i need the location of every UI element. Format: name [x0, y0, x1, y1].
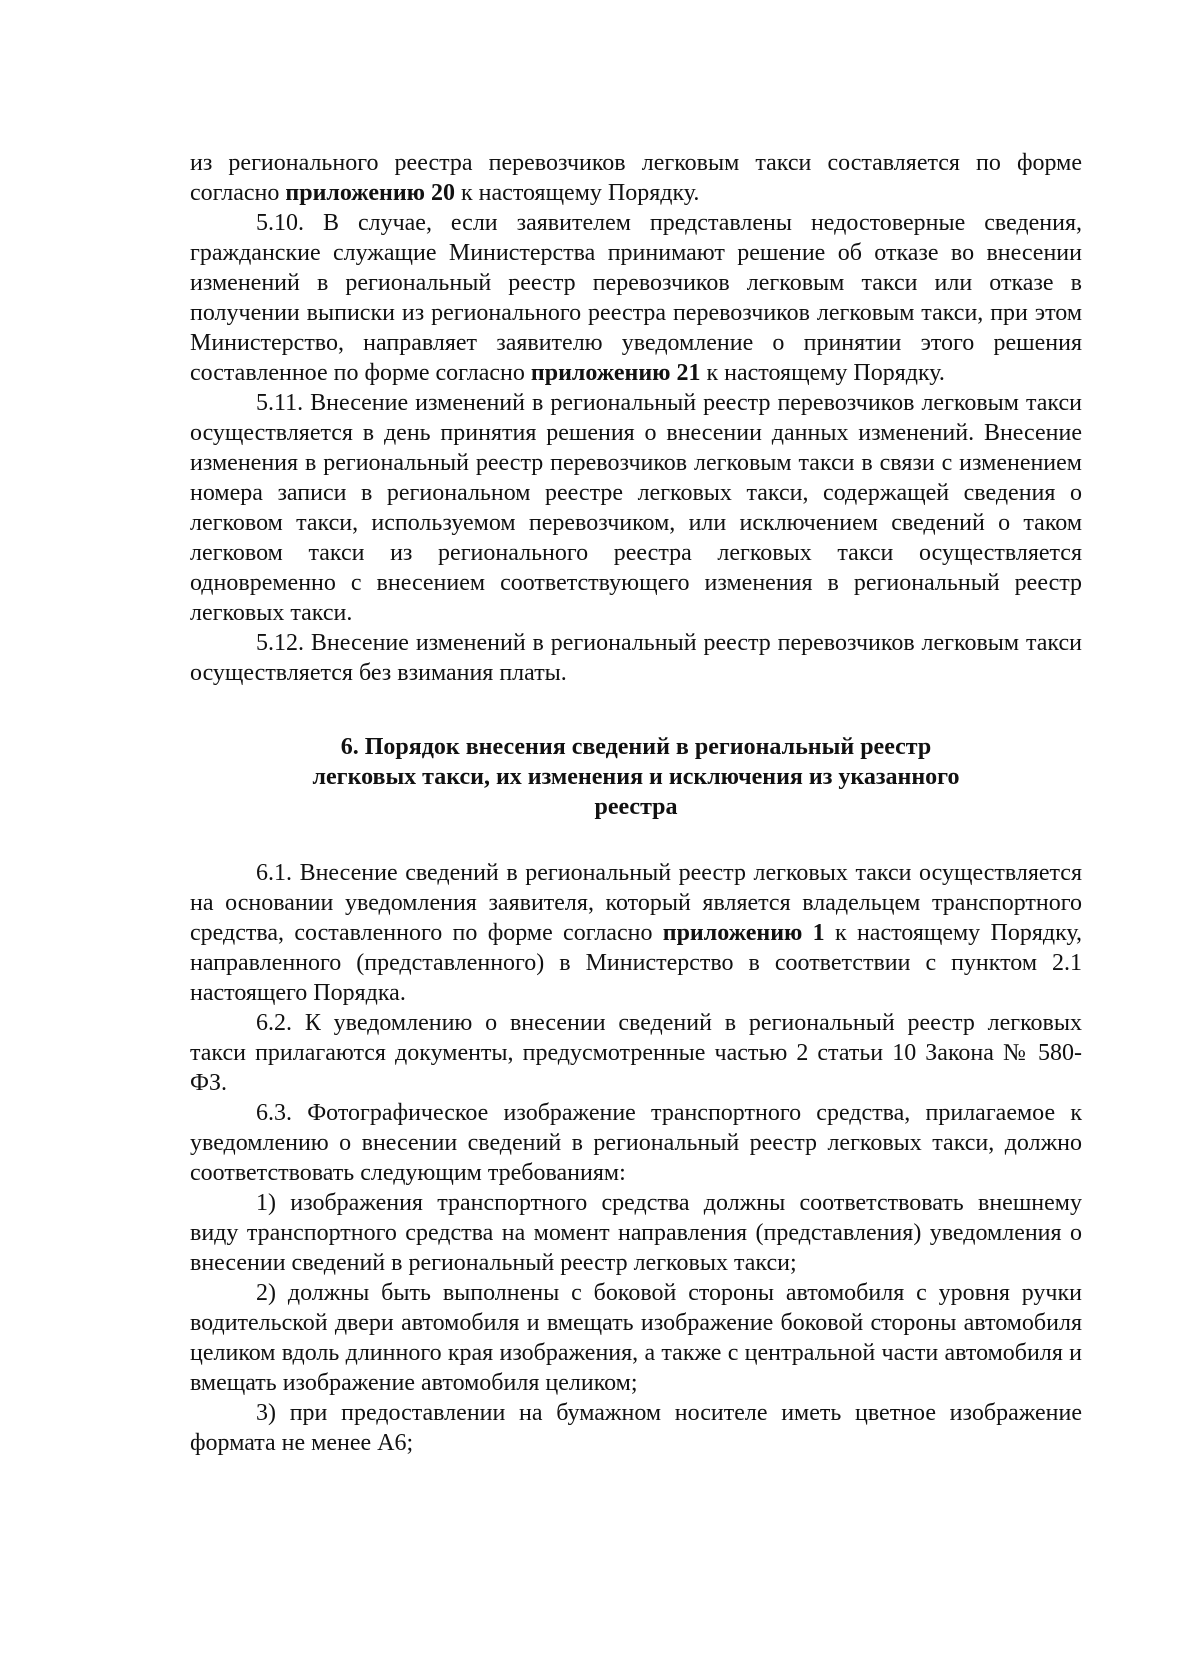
paragraph-5-11: 5.11. Внесение изменений в региональный реестр перевозчиков легковым такси осуществляется в день принятия решения о внесении данных изменений. Внесение изменения в региональный реестр перевозчиков легковым такси в связи с изменением номера записи в региональном реестре легковых такси, содержащей сведения о легковом такси, используемом перевозчиком, или исключением сведений о таком легковом такси из регионального реестра легковых такси осуществляется одновременно с внесением соответствующего изменения в региональный реестр легковых такси. [190, 390, 1082, 626]
paragraph-6-2: 6.2. К уведомлению о внесении сведений в региональный реестр легковых такси прилагаются документы, предусмотренные частью 2 статьи 10 Закона № 580-ФЗ. [190, 1010, 1082, 1096]
paragraph-5-12: 5.12. Внесение изменений в региональный реестр перевозчиков легковым такси осуществляется без взимания платы. [190, 630, 1082, 686]
list-item-6-3-3: 3) при предоставлении на бумажном носителе иметь цветное изображение формата не менее А6; [190, 1400, 1082, 1456]
paragraph-6-3: 6.3. Фотографическое изображение транспортного средства, прилагаемое к уведомлению о внесении сведений в региональный реестр легковых такси, должно соответствовать следующим требованиям: [190, 1100, 1082, 1186]
appendix-reference: приложению 21 [530, 360, 701, 386]
appendix-reference: приложению 20 [285, 180, 456, 206]
paragraph-text: к настоящему Порядку. [700, 360, 945, 386]
list-item-6-3-1: 1) изображения транспортного средства должны соответствовать внешнему виду транспортного средства на момент направления (представления) уведомления о внесении сведений в региональный реестр легковых такси; [190, 1190, 1082, 1276]
heading-line: легковых такси, их изменения и исключения из указанного [312, 764, 960, 790]
paragraph-intro [190, 148, 1082, 208]
paragraph-text: из регионального реестра перевозчиков легковым такси составляется по форме согласно [190, 150, 1082, 206]
paragraph-5-10 [190, 208, 1082, 388]
section-6-heading [190, 732, 1082, 822]
heading-line: реестра [594, 794, 678, 820]
document-body [190, 148, 1082, 1458]
paragraph-text: 5.10. В случае, если заявителем представлены недостоверные сведения, гражданские служащие Министерства принимают решение об отказе во внесении изменений в региональный реестр перевозчиков легковым такси или отказе в получении выписки из регионального реестра перевозчиков легковым такси, при этом Министерство, направляет заявителю уведомление о принятии этого решения составленное по форме согласно [190, 210, 1082, 386]
paragraph-text: к настоящему Порядку. [455, 180, 700, 206]
paragraph-text: 6.1. Внесение сведений в региональный реестр легковых такси осуществляется на основании уведомления заявителя, который является владельцем транспортного средства, составленного по форме согласно [190, 860, 1082, 946]
paragraph-6-1 [190, 858, 1082, 1008]
paragraph-text: к настоящему Порядку, направленного (представленного) в Министерство в соответствии с пунктом 2.1 настоящего Порядка. [190, 920, 1082, 1006]
heading-line: 6. Порядок внесения сведений в региональный реестр [340, 734, 932, 760]
list-item-6-3-2: 2) должны быть выполнены с боковой стороны автомобиля с уровня ручки водительской двери автомобиля и вмещать изображение боковой стороны автомобиля целиком вдоль длинного края изображения, а также с центральной части автомобиля и вмещать изображение автомобиля целиком; [190, 1280, 1082, 1396]
appendix-reference: приложению 1 [662, 920, 825, 946]
